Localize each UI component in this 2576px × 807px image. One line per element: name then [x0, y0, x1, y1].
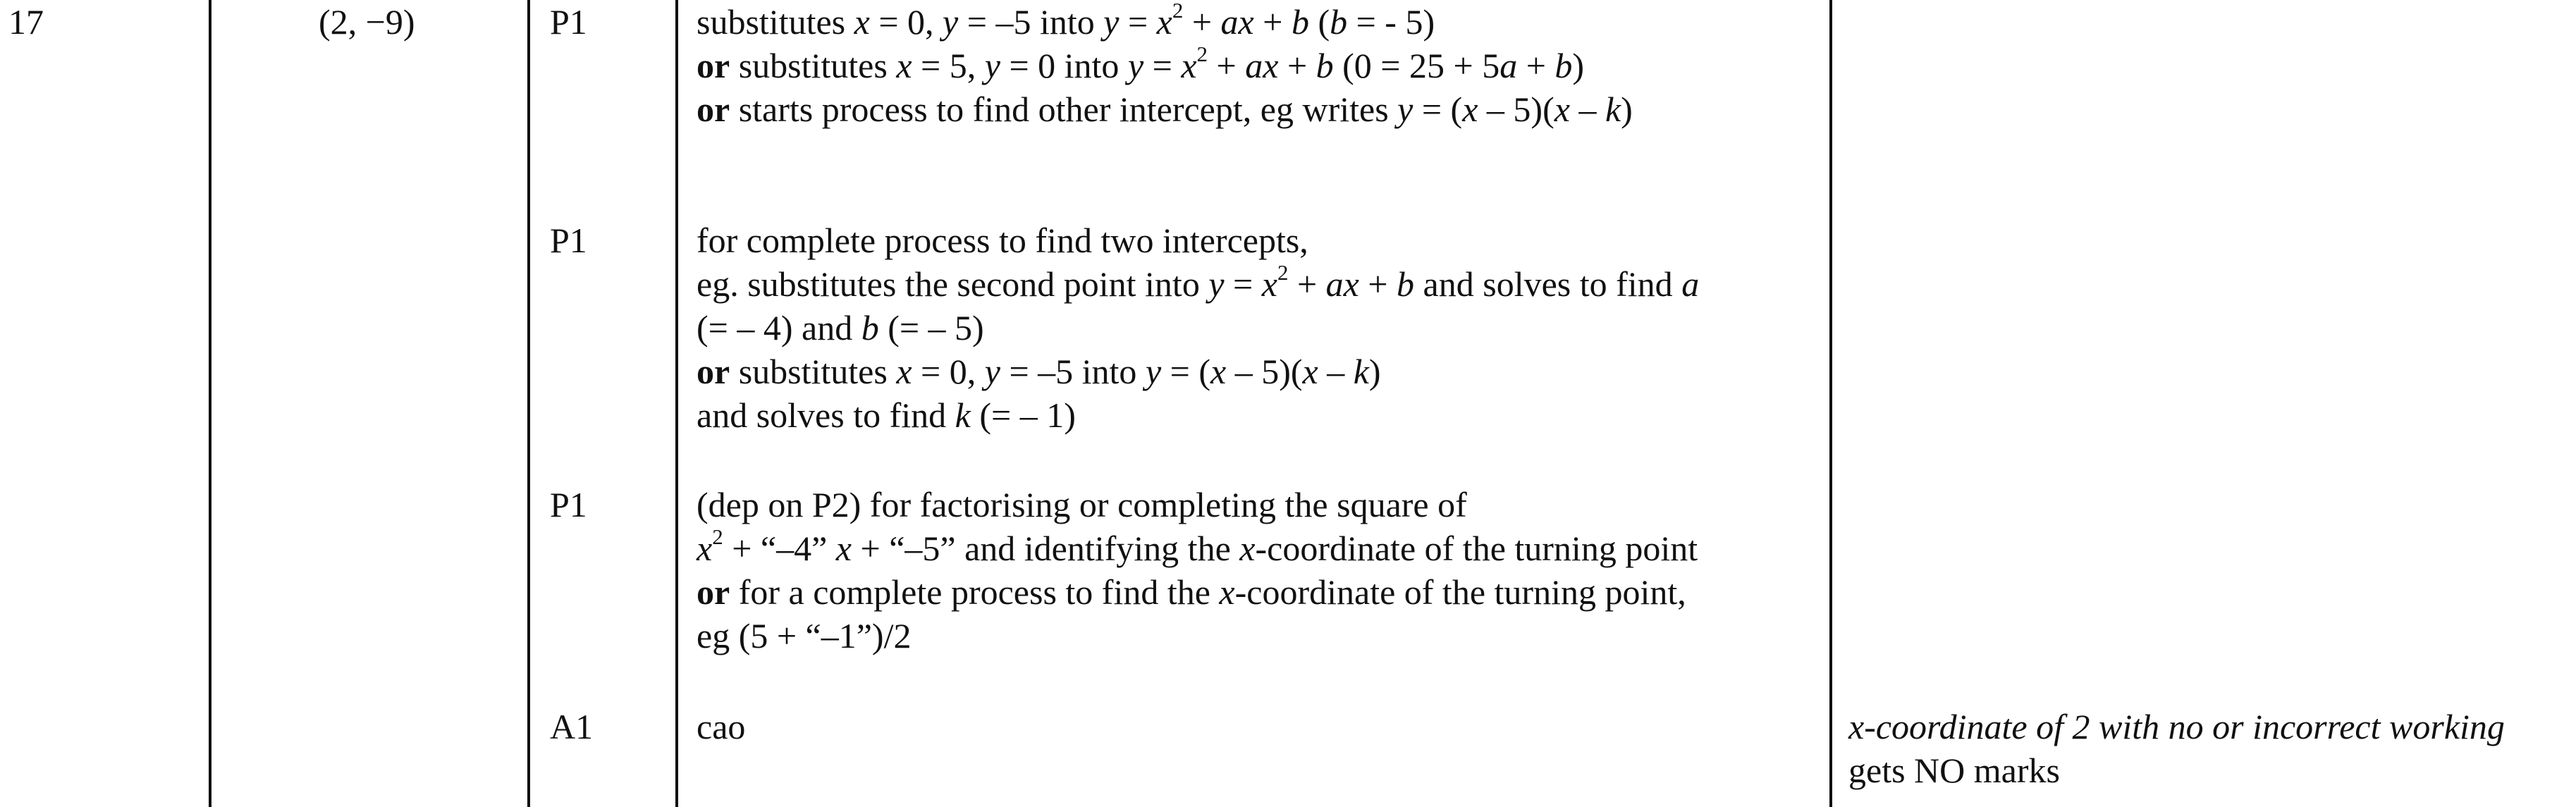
note-text: (	[1308, 2, 1330, 42]
note-text: +	[1358, 264, 1397, 304]
note-text: = - 5)	[1347, 2, 1435, 42]
note-text: +	[1278, 46, 1316, 85]
mark-notes	[697, 705, 745, 749]
note-text: x	[1210, 352, 1227, 391]
column-divider	[675, 0, 678, 807]
note-line	[697, 705, 745, 749]
note-text: y	[1127, 46, 1144, 85]
note-text: a	[1499, 46, 1518, 85]
note-text: x	[1554, 90, 1570, 129]
note-text: y	[984, 46, 1000, 85]
note-text: and solves to find	[697, 395, 955, 435]
comment-cell	[1848, 705, 2505, 792]
note-text: (0 = 25 + 5	[1333, 46, 1500, 85]
note-text: starts process to find other intercept, eg writes	[730, 90, 1398, 129]
note-text: b	[861, 308, 879, 347]
note-text: = (	[1413, 90, 1463, 129]
note-line	[697, 570, 1698, 614]
note-text: k	[1605, 90, 1621, 129]
note-text: b	[1330, 2, 1348, 42]
mark-code: P1	[550, 221, 587, 260]
note-line	[697, 526, 1698, 570]
note-line	[697, 0, 1633, 44]
comment-line: gets NO marks	[1848, 751, 2060, 790]
note-text: )	[1572, 46, 1585, 85]
note-text: -coordinate of the turning point	[1255, 529, 1698, 568]
note-line	[697, 259, 1700, 306]
note-text: (= – 1)	[970, 395, 1076, 435]
note-text: +	[1517, 46, 1555, 85]
note-text: )	[1621, 90, 1633, 129]
mark-notes	[697, 0, 1633, 131]
mark-code: A1	[550, 707, 594, 746]
note-text: substitutes	[697, 2, 854, 42]
note-line	[697, 87, 1633, 131]
note-text: =	[1143, 46, 1182, 85]
note-text: b	[1291, 2, 1309, 42]
note-line	[697, 350, 1699, 393]
note-text: 2	[1172, 0, 1184, 23]
note-text: +	[1208, 46, 1246, 85]
note-text: + “–5” and identifying the	[852, 529, 1240, 568]
note-text: y	[1208, 264, 1225, 304]
note-text: y	[1145, 352, 1162, 391]
note-text: 2	[712, 524, 723, 549]
mark-code: P1	[550, 485, 587, 524]
note-line	[697, 41, 1633, 87]
note-text: x	[896, 46, 912, 85]
note-text: –	[1569, 90, 1605, 129]
note-text: eg. substitutes the second point into	[697, 264, 1209, 304]
note-line	[697, 306, 1699, 350]
note-text: x	[1219, 572, 1235, 612]
column-divider	[209, 0, 211, 807]
note-text: +	[1288, 264, 1326, 304]
note-text: x	[1181, 46, 1197, 85]
note-text: 2	[1277, 259, 1289, 285]
note-text: x	[896, 352, 912, 391]
note-text: 2	[1196, 41, 1208, 66]
note-text: = (	[1161, 352, 1210, 391]
note-text: b	[1315, 46, 1334, 85]
note-text: = 0 into	[1000, 46, 1128, 85]
note-text: substitutes	[730, 46, 897, 85]
note-text: (= – 5)	[878, 308, 984, 347]
column-divider	[527, 0, 530, 807]
note-text: ax	[1245, 46, 1279, 85]
note-line	[697, 393, 1699, 437]
note-text: = 5,	[912, 46, 985, 85]
note-text: or	[697, 46, 730, 85]
note-text: or	[697, 90, 730, 129]
note-text: )	[1368, 352, 1381, 391]
note-text: ax	[1325, 264, 1359, 304]
note-text: b	[1397, 264, 1415, 304]
note-text: for a complete process to find the	[730, 572, 1220, 612]
note-text: x	[697, 529, 713, 568]
note-text: x	[1239, 529, 1256, 568]
note-text: (dep on P2) for factorising or completing the square of	[697, 485, 1467, 524]
note-line	[697, 614, 1698, 658]
note-text: or	[697, 572, 730, 612]
note-text: +	[1253, 2, 1292, 42]
answer-cell: (2, −9)	[319, 2, 415, 42]
note-text: x	[1156, 2, 1172, 42]
note-text: – 5)(	[1478, 90, 1554, 129]
note-line	[697, 218, 1699, 262]
note-text: = 0,	[912, 352, 985, 391]
note-text: x	[1462, 90, 1478, 129]
note-text: and solves to find	[1414, 264, 1682, 304]
note-text: + “–4”	[723, 529, 836, 568]
note-text: k	[955, 395, 971, 435]
note-text: y	[984, 352, 1000, 391]
mark-notes	[697, 218, 1699, 437]
note-text: or	[697, 352, 730, 391]
note-text: y	[1397, 90, 1413, 129]
note-text: +	[1183, 2, 1221, 42]
note-text: -coordinate of the turning point,	[1234, 572, 1686, 612]
mark-code: P1	[550, 2, 587, 42]
note-text: x	[1302, 352, 1318, 391]
note-text: –	[1318, 352, 1354, 391]
note-text: (= – 4) and	[697, 308, 861, 347]
column-divider	[1829, 0, 1832, 807]
note-text: =	[1119, 2, 1157, 42]
note-text: eg (5 + “–1”)/2	[697, 616, 912, 655]
note-text: x	[854, 2, 870, 42]
note-text: x	[1261, 264, 1277, 304]
note-text: a	[1681, 264, 1700, 304]
note-text: = 0,	[869, 2, 943, 42]
comment-line	[1848, 705, 2505, 749]
note-text: ax	[1220, 2, 1254, 42]
question-number: 17	[8, 2, 44, 42]
note-text: b	[1554, 46, 1573, 85]
note-text: y	[1103, 2, 1120, 42]
comment-var: x-coordinate of 2 with no or incorrect working	[1848, 707, 2505, 746]
mark-notes	[697, 483, 1698, 658]
note-text: – 5)(	[1226, 352, 1303, 391]
note-text: = –5 into	[1000, 352, 1146, 391]
note-text: y	[943, 2, 959, 42]
note-text: =	[1224, 264, 1262, 304]
note-text: k	[1353, 352, 1369, 391]
note-text: cao	[697, 707, 746, 746]
note-text: substitutes	[730, 352, 897, 391]
note-text: = –5 into	[958, 2, 1104, 42]
note-text: for complete process to find two intercepts,	[697, 221, 1308, 260]
note-text: x	[835, 529, 852, 568]
note-line	[697, 483, 1698, 526]
